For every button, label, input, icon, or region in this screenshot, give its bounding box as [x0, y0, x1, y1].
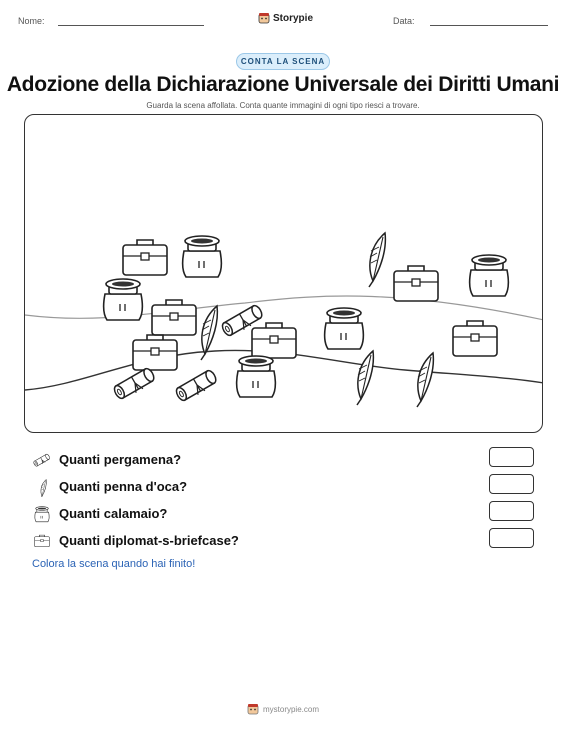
storypie-mascot-icon: [247, 703, 259, 715]
question-row-briefcase: [32, 527, 536, 554]
briefcase-icon: [123, 240, 167, 275]
name-field[interactable]: [58, 25, 204, 26]
question-list: [32, 446, 536, 554]
question-text: Quanti penna d'oca?: [59, 479, 188, 494]
counting-scene: [24, 114, 543, 433]
answer-box-briefcase[interactable]: [489, 528, 534, 548]
briefcase-icon: [32, 531, 52, 551]
quill-icon: [32, 477, 52, 497]
scroll-icon: [112, 367, 156, 402]
inkwell-icon: [104, 279, 143, 320]
coloring-note: Colora la scena quando hai finito!: [32, 558, 196, 570]
footer-url[interactable]: mystorypie.com: [262, 704, 319, 714]
question-row-inkwell: [32, 500, 536, 527]
page-subtitle: Guarda la scena affollata. Conta quante immagini di ogni tipo riesci a trovare.: [146, 101, 420, 110]
briefcase-icon: [394, 266, 438, 301]
answer-box-inkwell[interactable]: [489, 501, 534, 521]
page-title: Adozione della Dichiarazione Universale dei Diritti Umani: [6, 73, 560, 96]
name-label: Nome:: [18, 16, 45, 26]
briefcase-icon: [453, 321, 497, 356]
page-footer: [0, 703, 566, 715]
date-label: Data:: [393, 16, 415, 26]
inkwell-icon: [325, 308, 364, 349]
scroll-icon: [32, 450, 52, 470]
inkwell-icon: [32, 504, 52, 524]
briefcase-icon: [133, 335, 177, 370]
quill-icon: [417, 353, 433, 407]
answer-box-scroll[interactable]: [489, 447, 534, 467]
question-row-quill: [32, 473, 536, 500]
question-row-scroll: [32, 446, 536, 473]
storypie-mascot-icon: [258, 12, 270, 24]
briefcase-icon: [152, 300, 196, 335]
inkwell-icon: [183, 236, 222, 277]
scroll-icon: [174, 369, 218, 404]
quill-icon: [369, 233, 385, 287]
brand-logo: [258, 12, 313, 24]
quill-icon: [357, 351, 373, 405]
date-field[interactable]: [430, 25, 548, 26]
inkwell-icon: [237, 356, 276, 397]
briefcase-icon: [252, 323, 296, 358]
answer-box-quill[interactable]: [489, 474, 534, 494]
brand-name: Storypie: [273, 12, 314, 24]
inkwell-icon: [470, 255, 509, 296]
question-text: Quanti pergamena?: [59, 452, 182, 467]
worksheet-header: [18, 12, 548, 28]
question-text: Quanti diplomat-s-briefcase?: [59, 533, 239, 548]
question-text: Quanti calamaio?: [59, 506, 168, 521]
activity-badge: CONTA LA SCENA: [236, 53, 330, 70]
